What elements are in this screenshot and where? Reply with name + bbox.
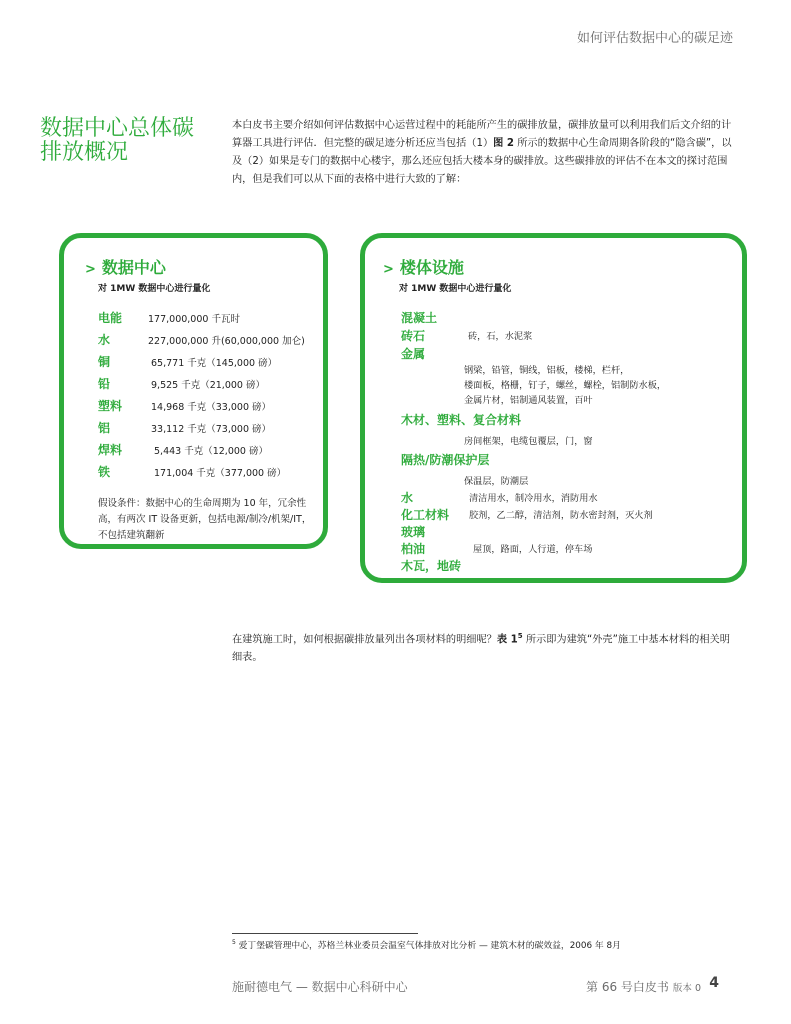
footnote-divider [232, 933, 418, 934]
building-box [360, 233, 747, 583]
building-subtitle: 对 1MW 数据中心进行量化 [399, 284, 512, 294]
material-name: 铝 [98, 421, 111, 435]
paper-number: 第 66 号白皮书 [586, 980, 669, 994]
material-row [98, 397, 318, 417]
running-header: 如何评估数据中心的碳足迹 [576, 31, 733, 46]
para-text-1: 在建筑施工时，如何根据碳排放量列出各项材料的明细呢？ [232, 634, 497, 646]
material-value: 177,000,000 千瓦时 [148, 314, 240, 325]
material-name: 隔热/防潮保护层 [401, 453, 490, 467]
material-name: 水 [401, 491, 414, 505]
building-title: 楼体设施 [399, 258, 464, 277]
intro-text-1: 本白皮书主要介绍如何评估数据中心运营过程中的耗能所产生的碳排放量，碳排放量可以利用我们后文介绍的计算器工具进行评估．但完整的碳足迹分析还应当包括（1） [232, 120, 732, 149]
material-name: 化工材料 [401, 508, 450, 522]
material-name: 水 [98, 333, 111, 347]
material-name: 铜 [98, 355, 111, 369]
material-value: 33,112 千克（73,000 磅） [151, 424, 272, 435]
material-row [98, 463, 318, 483]
footnote-text: 爱丁堡碳管理中心，苏格兰林业委员会温室气体排放对比分析 — 建筑木材的碳效益，2006 年 8月 [235, 941, 621, 951]
material-name: 混凝土 [401, 311, 438, 325]
material-name: 塑料 [98, 399, 123, 413]
material-name: 柏油 [401, 542, 426, 556]
material-value: 14,968 千克（33,000 磅） [151, 402, 272, 413]
arrow-right-icon: > [85, 262, 96, 277]
material-value: 5,443 千克（12,000 磅） [154, 446, 268, 457]
material-desc: 清洁用水，制冷用水，消防用水 [469, 493, 598, 504]
footnote-marker: 5 [517, 632, 523, 640]
footer-publisher: 施耐德电气 — 数据中心科研中心 [232, 980, 408, 994]
material-value: 9,525 千克（21,000 磅） [151, 380, 265, 391]
material-row [98, 441, 318, 461]
figure-reference: 图 2 [493, 138, 514, 149]
material-name: 木材、塑料、复合材料 [401, 413, 522, 427]
material-name: 铅 [98, 377, 111, 391]
material-name: 电能 [98, 311, 123, 325]
material-value: 227,000,000 升(60,000,000 加仑) [148, 336, 305, 347]
material-desc: 保温层，防潮层 [464, 476, 529, 487]
material-desc: 屋顶，路面，人行道，停车场 [473, 544, 593, 555]
material-desc: 砖，石，水泥浆 [468, 331, 533, 342]
material-name: 铁 [98, 465, 111, 479]
material-row [98, 353, 318, 373]
material-name: 焊料 [98, 443, 123, 457]
section-title: 数据中心总体碳排放概况 [40, 116, 195, 165]
assumption-note: 假设条件：数据中心的生命周期为 10 年，冗余性高，有两次 IT 设备更新，包括电源/制冷/机架/IT，不包括建筑翻新 [98, 498, 312, 541]
footnote [232, 938, 621, 951]
material-value: 65,771 千克（145,000 磅） [151, 358, 278, 369]
data-center-heading [85, 255, 166, 278]
material-row [98, 331, 318, 351]
arrow-right-icon: > [383, 262, 394, 277]
version-label: 版本 0 [672, 983, 701, 994]
material-desc: 胶剂，乙二醇，清洁剂，防水密封剂，灭火剂 [469, 510, 653, 521]
material-name: 金属 [401, 347, 426, 361]
data-center-box [59, 233, 328, 549]
para-text-2: 所示即为建筑“外壳”施工中基本材料的相关明细表。 [232, 634, 730, 664]
material-desc: 房间框架，电缆包覆层，门，窗 [464, 436, 593, 447]
material-row [98, 419, 318, 439]
material-name: 木瓦，地砖 [401, 559, 462, 573]
data-center-title: 数据中心 [101, 258, 166, 277]
material-name: 玻璃 [401, 525, 426, 539]
table-intro-paragraph [232, 627, 732, 667]
material-name: 砖石 [401, 329, 426, 343]
intro-paragraph [232, 117, 732, 189]
material-value: 171,004 千克（377,000 磅） [154, 468, 287, 479]
intro-text-2: 所示的数据中心生命周期各阶段的“隐含碳”，以及（2）如果是专门的数据中心楼宇，那么还应包括大楼本身的碳排放。这些碳排放的评估不在本文的探讨范围内，但是我们可以从下面的表格中进行大致的了解： [232, 138, 732, 185]
material-desc: 楼面板，格栅，钉子，螺丝，螺栓，铝制防水板， [464, 380, 667, 391]
material-row [98, 309, 318, 329]
page-number: 4 [709, 975, 719, 991]
material-desc: 钢梁，铅管，铜线，铝板，楼梯，栏杆， [464, 365, 630, 376]
material-row [98, 375, 318, 395]
data-center-subtitle: 对 1MW 数据中心进行量化 [98, 284, 211, 294]
footer-paper-id [586, 978, 701, 995]
building-heading [383, 255, 464, 278]
footnote-number: 5 [232, 939, 236, 947]
table-reference: 表 1 [496, 634, 518, 646]
material-desc: 金属片材，铝制通风装置，百叶 [464, 395, 593, 406]
